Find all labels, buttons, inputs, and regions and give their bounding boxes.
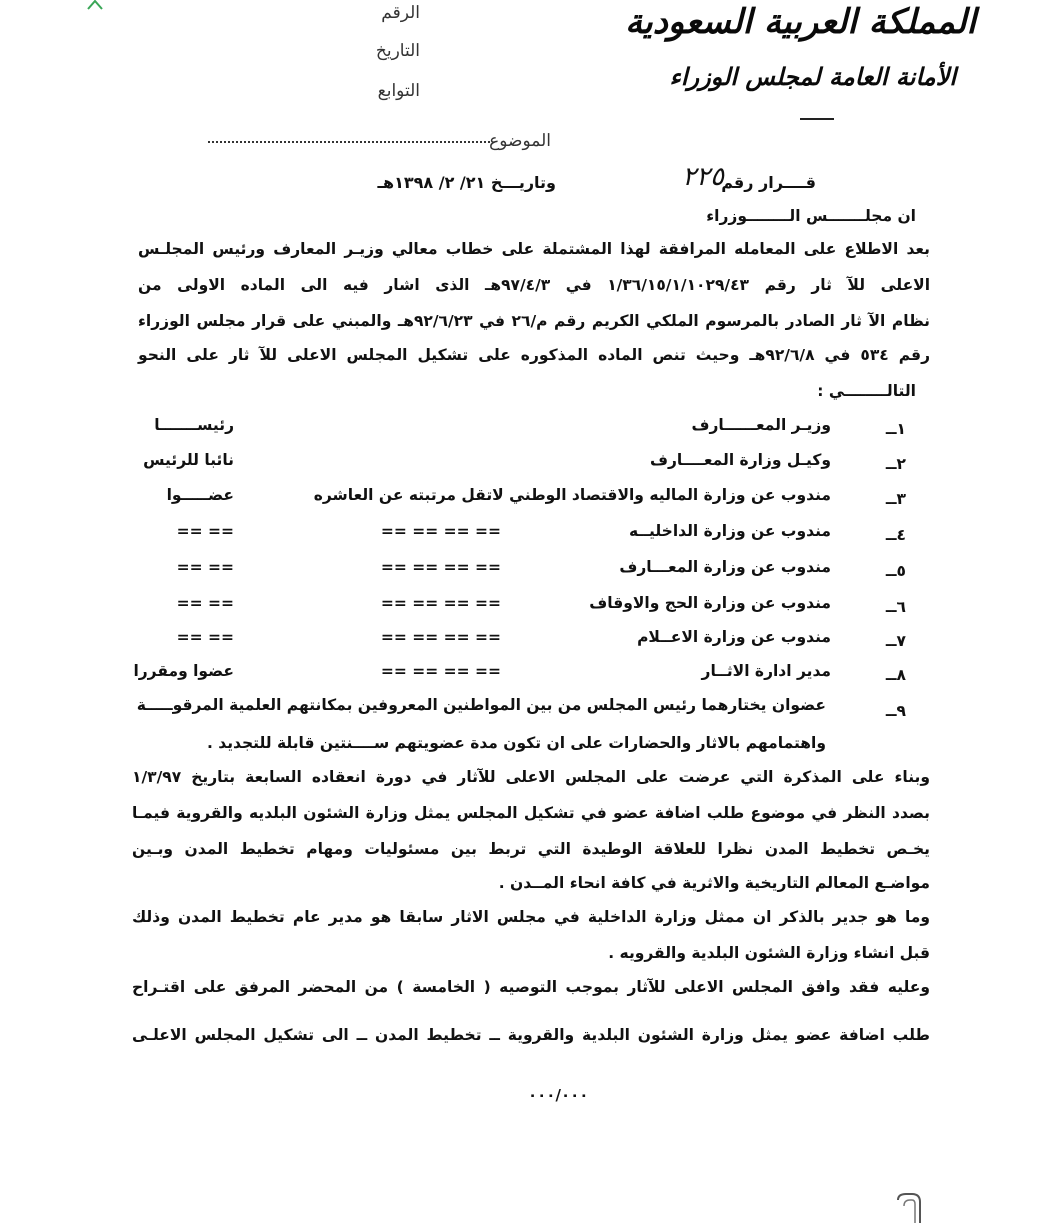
subject-dotted-line <box>208 141 490 143</box>
member-dashes: == == == == <box>380 628 501 646</box>
para1-line-1: بعد الاطلاع على المعامله المرافقة لهذا المشتملة على خطاب معالي وزيـر المعارف ورئيس المجلـس <box>138 240 930 258</box>
para4-line-2: طلب اضافة عضو يمثل وزارة الشئون البلدية والقروية ــ تخطيط المدن ــ الى تشكيل المجلس الاعلـى <box>132 1026 930 1044</box>
para1-line-3: نظام الآ ثار الصادر بالمرسوم الملكي الكريم رقم م/٢٦ في ٩٢/٦/٢٣هـ والمبني على قرار مجلس الوزراء <box>138 312 930 330</box>
para3-tail: قبل انشاء وزارة الشئون البلدية والقرويه . <box>608 944 930 962</box>
member-role: == == <box>176 522 234 540</box>
member-number: ٧ــ <box>885 632 906 650</box>
continuation-marker: ٠٠٠/٠٠٠ <box>528 1086 589 1104</box>
para2-line-1: وبناء على المذكرة التي عرضت على المجلس الاعلى للآثار في دورة انعقاده السابعة بتاريخ ١/٣/٩٧ <box>132 768 930 786</box>
item9-line-1: عضوان يختارهما رئيس المجلس من بين المواطنين المعروفين بمكانتهم العلمية المرقوـــــة <box>136 696 826 714</box>
item9-line-2: واهتمامهم بالاثار والحضارات على ان تكون مدة عضويتهم ســــنتين قابلة للتجديد . <box>206 734 826 752</box>
member-dashes: == == == == <box>380 558 501 576</box>
member-name: مدير ادارة الاثــار <box>701 662 831 680</box>
member-number: ٦ــ <box>885 598 906 616</box>
member-number: ٤ــ <box>885 526 906 544</box>
kingdom-title: المملكة العربية السعودية <box>625 2 976 42</box>
number-label: الرقم <box>381 3 420 23</box>
member-role: == == <box>176 628 234 646</box>
decision-label: قــــرار رقم <box>721 173 816 192</box>
para1-tail: التالــــــــي : <box>817 382 916 400</box>
member-name: مندوب عن وزارة الماليه والاقتصاد الوطني لاتقل مرتبته عن العاشره <box>313 486 831 504</box>
member-dashes: == == == == <box>380 662 501 680</box>
item9-number: ٩ــ <box>885 702 906 720</box>
decision-number: ٢٢٥ <box>682 162 724 192</box>
para2-line-3: يخـص تخطيط المدن نظرا للعلاقة الوطيدة التي تربط بين مسئوليات ومهام تخطيط المدن وبـين <box>132 840 930 858</box>
member-role: عضـــــوا <box>166 486 234 504</box>
member-number: ١ــ <box>885 420 906 438</box>
member-number: ٢ــ <box>885 455 906 473</box>
intro-line: ان مجلـــــــس الــــــــوزراء <box>706 207 916 225</box>
para2-tail: مواضـع المعالم التاريخية والاثرية في كافة انحاء المــدن . <box>498 874 930 892</box>
member-name: وكيـل وزارة المعــــارف <box>649 451 831 469</box>
secretariat-title: الأمانة العامة لمجلس الوزراء <box>669 62 956 91</box>
member-name: مندوب عن وزارة الحج والاوقاف <box>589 594 831 612</box>
member-dashes: == == == == <box>380 594 501 612</box>
member-name: مندوب عن وزارة المعـــارف <box>619 558 831 576</box>
member-role: نائبا للرئيس <box>143 451 234 469</box>
member-role: == == <box>176 594 234 612</box>
member-role: رئيســـــــا <box>154 416 234 434</box>
member-name: مندوب عن وزارة الاعــلام <box>637 628 831 646</box>
letterhead-rule <box>800 118 834 120</box>
subject-label: الموضوع <box>489 131 551 151</box>
member-role: عضوا ومقررا <box>133 662 234 680</box>
green-corner-mark <box>86 0 104 10</box>
member-number: ٥ــ <box>885 562 906 580</box>
member-dashes: == == == == <box>380 522 501 540</box>
para1-line-4: رقم ٥٣٤ في ٩٢/٦/٨هـ وحيث تنص الماده المذكوره على تشكيل المجلس الاعلى للآ ثار على النحو <box>138 346 931 364</box>
member-name: وزيـر المعــــــارف <box>691 416 831 434</box>
member-role: == == <box>176 558 234 576</box>
date-label: التاريخ <box>375 41 420 61</box>
page-corner-mark <box>896 1192 926 1223</box>
para1-line-2: الاعلى للآ ثار رقم ١/٣٦/١٥/١/١٠٢٩/٤٣ في ٩٧/٤/٣هـ الذى اشار فيه الى الماده الاولى من <box>138 276 931 294</box>
member-number: ٣ــ <box>885 490 906 508</box>
member-name: مندوب عن وزارة الداخليــه <box>629 522 831 540</box>
para3-line-1: وما هو جدير بالذكر ان ممثل وزارة الداخلية في مجلس الاثار سابقا هو مدير عام تخطيط المدن وذلك <box>132 908 930 926</box>
member-number: ٨ــ <box>885 666 906 684</box>
para2-line-2: بصدد النظر في موضوع طلب اضافة عضو في تشكيل المجلس يمثل وزارة الشئون البلديه والقروية فيمـا <box>132 804 930 822</box>
para4-line-1: وعليه فقد وافق المجلس الاعلى للآثار بموجب التوصيه ( الخامسة ) من المحضر المرفق على اقتـراح <box>132 978 930 996</box>
attachments-label: التوابع <box>377 81 420 101</box>
decision-date: وتاريـــخ ٢١/ ٢/ ١٣٩٨هـ <box>377 173 556 192</box>
